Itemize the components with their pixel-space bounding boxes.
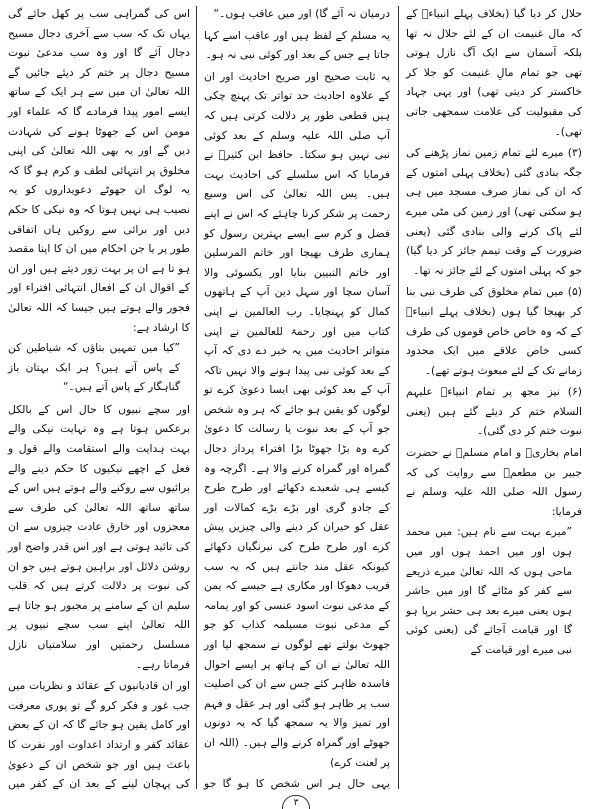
paragraph: یہ مسلم کے لفظ ہیں اور عاقب اسے کہا جاتا ہے جس کے بعد اور کوئی نبی نہ ہو۔ bbox=[204, 28, 390, 62]
paragraph: حلال کر دیا گیا (بخلاف پہلے انبیاءؑ کے کہ مال غنیمت ان کے لئے حلال نہ تھا بلکہ آسمان سے ایک آگ نازل ہوتی تھی جو تمام مالِ غنیمت کو جلا کر خاکستر کر دیتی تھی) اور یہی جہاد کی مقبولیت کی علامت سمجھی جاتی تھی)۔ bbox=[406, 7, 582, 138]
paragraph: اور سچے نبیوں کا حال اس کے بالکل برعکس ہوتا ہے وہ نہایت نیکی والے بہت ہدایت والے استقامت والے قول و فعل کے اچھے نیکیوں کا حکم دینے والے برائیوں سے روکنے والے ہوتے ہیں اس کے ساتھ ساتھ اللہ تعالیٰ کی طرف سے معجزوں اور خارق عادت چیزوں سے ان کی تائید ہوتی ہے اور اس قدر واضح اور روشن دلائل اور براہین ہوتے ہیں جو ان کی نبوت پر دلالت کرتے ہیں کہ قلب سلیم ان کے سامنے پر مجبور ہو جاتا ہے اللہ تعالیٰ اپنے سب سچے نبیوں پر مسلسل رحمتیں اور سلامتیاں نازل فرماتا رہے۔ bbox=[8, 402, 190, 671]
text-column-right bbox=[404, 4, 584, 795]
column-divider bbox=[196, 6, 197, 789]
column-divider bbox=[398, 6, 399, 789]
paragraph: (۶) نیز مجھ پر تمام انبیاءؑ علیہم السلام ختم کر دیئے گئے ہیں (یعنی نبوت ختم کر دی گئی)۔ bbox=[406, 385, 582, 438]
text-column-left bbox=[6, 4, 192, 795]
page-number: ٣ bbox=[282, 795, 310, 809]
paragraph: (۵) میں تمام مخلوق کی طرف نبی بنا کر بھیجا گیا ہوں (بخلاف پہلے انبیاءؑ کے کہ وہ خاص خاص قوموں کی طرف کسی خاص علاقے میں ایک محدود زمانے تک کے لئے مبعوث ہوتے تھے)۔ bbox=[406, 285, 582, 377]
text-column-middle bbox=[202, 4, 392, 795]
hadith-quote: ”میرے بہت سے نام ہیں: میں محمد ہوں اور میں احمد ہوں اور میں ماحی ہوں کہ اللہ تعالیٰ میرے ذریعے سے کفر کو مٹائے گا اور میں حاشر ہوں یعنی میرے بعد ہی حشر برپا ہو گا اور قیامت آجائے گی (یعنی کوئی نبی میرے اور قیامت کے bbox=[406, 526, 572, 656]
paragraph: امام بخاریؒ و امام مسلمؒ نے حضرت جبیر بن مطعمؓ سے روایت کی کہ رسول اللہ صلی اللہ علیہ وسلم نے فرمایا: bbox=[406, 446, 582, 518]
paragraph: درمیان نہ آئے گا) اور میں عاقب ہوں۔“ bbox=[213, 7, 390, 20]
paragraph: اور ان قادیانیوں کے عقائد و نظریات میں جب غور و فکر کرو گے تو پوری معرفت اور کامل یقین ہو جائے گا کہ ان کے بعض عقائد کفر و ارتداد اعداوت اور نفرت کا باعث ہیں اور جو شخص ان کے دعویٰ کی پہچان لینے کے بعد ان کے کفر میں bbox=[8, 679, 190, 791]
paragraph: (۳) میرے لئے تمام زمین نماز پڑھنے کی جگہ بنادی گئی (بخلاف پہلی امتوں کے کہ ان کی نماز صرف مسجد میں ہی ہو سکتی تھی) اور زمین کی مٹی میرے لئے پاک کرنے والی بنادی گئی (یعنی ضرورت کے وقت تیمم جائز کر دیا گیا) جو کہ پہلی امتوں کے لئے جائز نہ تھا۔ bbox=[406, 146, 582, 277]
paragraph: اس کی گمراہی سب پر کھل جائے گی یہاں تک کہ سب سے آخری دجال مسیح دجال آئے گا اور وہ سب مدعیٔ نبوت مسیح دجال پر ختم کر دیئے جائیں گے اللہ تعالیٰ ان میں سے ہر ایک کے ساتھ ایسے امور پیدا فرمادے گا کہ علماء اور مومن اس کے جھوٹا ہونے کی شہادت دیں گے اور یہ بھی اللہ تعالیٰ کی اپنی مخلوق پر انتہائی لطف و کرم ہو گا کہ یہ لوگ ان جھوٹے دعویداروں کو یہ نصیب ہی نہیں ہوتا کہ وہ نیکی کا حکم دیں اور برائی سے روکیں ہاں اتفاقی طور پر یا جن احکام میں ان کا اپنا مقصد ہو تا ہے ان پر بہت زور دیتے ہیں اور ان کے اقوال ان کے افعال انتہائی افتراء اور فجور والے ہوتے ہیں جیسا کہ اللہ تعالیٰ کا ارشاد ہے: bbox=[8, 7, 190, 334]
paragraph: یہی حال ہر اس شخص کا ہو گا جو bbox=[204, 777, 390, 791]
paragraph: یہ ثابت صحیح اور صریح احادیث اور ان کے علاوہ احادیث حد تواتر تک پہنچ چکی ہیں قطعی طور پر دلالت کرتی ہیں کہ آپ صلی اللہ علیہ وسلم کے بعد کوئی نبی نہیں ہو سکتا۔ حافظ ابن کثیرؒ نے فرمایا کہ اس سلسلے کی احادیث بہت ہیں۔ پس اللہ تعالیٰ کی اس وسیع رحمت پر شکر کرنا چاہئے کہ اس نے اپنے فضل و کرم سے ایسے بہترین رسول کو ہماری طرف بھیجا اور خاتم المرسلین اور خاتم النبیین بنایا اور یکسوئی والا آسان سچا اور سہل دین آپ کے ہاتھوں کمال کو پہنچایا۔ رب العالمین نے اپنی کتاب میں اور رحمۃ للعالمین نے اپنی متواتر احادیث میں یہ خبر دے دی کہ آپ کے بعد کوئی نبی پیدا ہونے والا نہیں تاکہ آپ کے بعد کوئی بھی ایسا دعویٰ کرے تو لوگوں کو یقین ہو جائے کہ ہر وہ شخص جو آپ کے بعد نبوت یا رسالت کا دعویٰ کرے وہ بڑا جھوٹا بڑا افتراء پرداز دجال گمراہ اور گمراہ کرنے والا ہے۔ اگرچہ وہ کیسے ہی شعبدے دکھائے اور طرح طرح کے جادو گری اور بڑے بڑے کمالات اور عقل کو حیران کر دینے والی چیزیں پیش کرے اور طرح طرح کی نیرنگیاں دکھائے کیونکہ عقل مند جانتے ہیں کہ یہ سب فریب دھوکا اور مکاری ہے جیسے کہ یمن کے مدعی نبوت اسود عنسی کو اور یمامہ کے مدعی نبوت مسیلمہ کذاب کو جو جھوٹ بولتے تھے لوگوں نے سمجھ لیا اور اللہ تعالیٰ نے ان کے ہاتھ پر ایسے احوال فاسدہ ظاہر کئے جس سے ان کی اصلیت سب پر ظاہر ہو گئی اور ہر عقل و فہم اور تمیز والا یہ سمجھ گیا کہ یہ دونوں جھوٹے اور گمراہ کرنے والے ہیں۔ (اللہ ان پر لعنت کرے) bbox=[204, 69, 390, 769]
quran-quote: ”کیا میں تمہیں بتاؤں کہ شیاطین کن کے پاس آتے ہیں؟ ہر ایک بہتان باز گناہگار کے پاس آتے ہیں۔“ bbox=[8, 342, 180, 394]
